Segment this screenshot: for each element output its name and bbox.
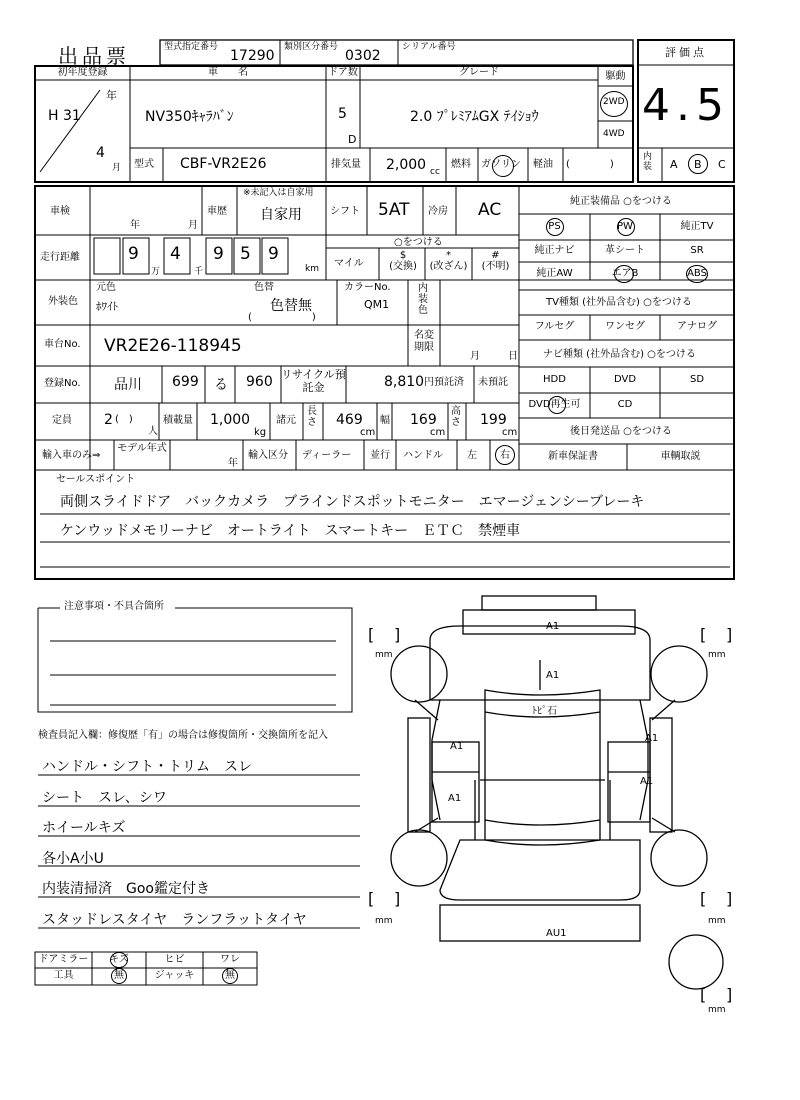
registration-area: 品川: [114, 377, 142, 393]
inspector-label: 検査員記入欄：修復歴「有」の場合は修復箇所・交換箇所を記入: [38, 730, 328, 741]
reg-month-unit: 月: [112, 163, 122, 173]
inspector-line-6: スタッドレスタイヤ ランフラットタイヤ: [42, 912, 307, 928]
doors-suffix: D: [348, 133, 357, 146]
check-jack-label: ジャッキ: [154, 970, 195, 981]
interior-selected-circle: [688, 154, 708, 174]
recycle-unpaid: 未預託: [478, 377, 508, 388]
check-scratch: キズ: [109, 954, 129, 965]
length-label: 長さ: [307, 406, 317, 428]
car-name-value: NV350ｷｬﾗﾊﾞﾝ: [145, 109, 234, 125]
expiry-month-unit: 月: [470, 351, 480, 362]
capacity-value: 2: [104, 412, 113, 428]
inspection-label: 車検: [50, 206, 70, 217]
tire-fl-unit: mm: [375, 650, 393, 660]
check-scratch-circle: [110, 952, 128, 968]
equip-pw-circle: [617, 218, 635, 236]
color-code-label: カラーNo.: [344, 282, 391, 293]
length-unit: cm: [360, 427, 376, 438]
tv-oneseg: ワンセグ: [605, 321, 645, 332]
check-mirror-label: ドアミラー: [38, 954, 89, 965]
drive-opt-4wd: 4WD: [603, 129, 625, 139]
color-original-value: ﾎﾜｲﾄ: [96, 300, 118, 313]
grade-label: グレード: [459, 67, 499, 78]
shift-label: シフト: [330, 206, 360, 217]
sales-line-1: 両側スライドドア バックカメラ ブラインドスポットモニター エマージェンシーブレーキ: [60, 494, 645, 510]
navi-dvd: DVD: [613, 374, 637, 385]
fuel-selected-circle: [492, 155, 514, 177]
inspection-month-unit: 月: [188, 220, 198, 231]
check-jack-value: 無: [225, 970, 235, 981]
mileage-digit-2: 4: [170, 244, 181, 264]
load-label: 積載量: [163, 415, 193, 426]
model-year-unit: 年: [228, 458, 238, 469]
equip-leather: 革シート: [605, 245, 645, 256]
recycle-status: 円預託済: [424, 377, 464, 388]
model-year-label: モデル年式: [117, 443, 167, 454]
diagram-mark-left-rear-door: A1: [448, 793, 462, 804]
serial-label: シリアル番号: [402, 42, 456, 52]
equip-airbag: エアB: [611, 268, 639, 279]
capacity-paren: ( ): [115, 414, 133, 425]
later-manual: 車輌取説: [660, 451, 701, 462]
mileage-digit-4: 5: [240, 244, 251, 264]
notes-label: 注意事項・不具合箇所: [64, 601, 164, 612]
drive-selected-circle: [600, 91, 628, 117]
svg-text:[: [: [700, 889, 707, 908]
import-dealer: ディーラー: [302, 450, 352, 461]
displacement-value: 2,000: [386, 157, 427, 173]
check-tools-value: 無: [114, 970, 124, 981]
sales-line-2: ケンウッドメモリーナビ オートライト スマートキー ＥＴＣ 禁煙車: [60, 523, 521, 539]
svg-text:[: [: [368, 625, 375, 644]
mileage-digit-5: 9: [268, 244, 279, 264]
model-label: 型式: [134, 159, 154, 170]
mileage-unit: km: [305, 264, 319, 274]
model-value: CBF-VR2E26: [180, 156, 267, 172]
expiry-day-unit: 日: [508, 351, 518, 362]
fuel-diesel: 軽油: [533, 159, 553, 170]
shift-value: 5AT: [378, 200, 410, 220]
width-unit: cm: [430, 427, 446, 438]
capacity-unit: 人: [148, 426, 158, 437]
svg-text:[: [: [700, 625, 707, 644]
tv-label: TV種類 (社外品含む) ○をつける: [546, 297, 692, 308]
inspector-line-3: ホイールキズ: [42, 820, 126, 836]
grade-value: 2.0 ﾌﾟﾚﾐｱﾑGX ﾃｲｼｮｳ: [410, 109, 539, 125]
height-value: 199: [480, 412, 507, 428]
doors-value: 5: [338, 106, 347, 122]
handle-right: 右: [500, 450, 510, 461]
color-label: 外装色: [48, 296, 78, 307]
capacity-label: 定員: [52, 415, 72, 426]
height-label: 高さ: [451, 406, 461, 428]
color-repaint-label: 色替: [254, 282, 274, 293]
history-label: 車歴: [207, 206, 227, 217]
check-jack-circle: [222, 968, 238, 984]
diagram-mark-right-rear-door: A1: [640, 776, 654, 787]
score-label: 評価点: [665, 46, 707, 59]
diagram-mark-hood: A1: [546, 670, 560, 681]
mileage-label: 走行距離: [40, 252, 80, 263]
tire-spare-unit: mm: [708, 1005, 726, 1015]
mileage-digit-1: 9: [128, 244, 139, 264]
color-paren: ( ): [248, 312, 316, 323]
svg-text:]: ]: [394, 625, 401, 644]
svg-text:]: ]: [394, 889, 401, 908]
ac-label: 冷房: [428, 206, 448, 217]
import-label: 輸入車のみ⇒: [42, 450, 101, 461]
category-value: 0302: [345, 48, 381, 64]
equip-tv: 純正TV: [680, 221, 714, 232]
navi-dvd-play: DVD再生可: [528, 399, 581, 410]
inspection-year-unit: 年: [130, 220, 140, 231]
tv-analog: アナログ: [677, 321, 717, 332]
length-value: 469: [336, 412, 363, 428]
history-value: 自家用: [260, 207, 302, 223]
mileage-opt-exchange: $ (交換): [389, 250, 417, 272]
history-note: ※未記入は自家用: [243, 188, 314, 198]
mileage-man: 万: [151, 267, 161, 277]
later-warranty: 新車保証書: [548, 451, 598, 462]
score-value: 4.5: [642, 80, 730, 131]
car-name-label: 車 名: [208, 67, 248, 78]
mileage-opt-mile: マイル: [334, 258, 364, 269]
diagram-mark-rear-bumper: AU1: [546, 928, 567, 939]
diagram-mark-windshield: ﾄﾋﾟ石: [532, 706, 557, 717]
reg-year-era: H 31: [48, 108, 81, 124]
displacement-unit: cc: [430, 167, 440, 177]
mileage-opt-unknown: # (不明): [481, 250, 510, 272]
model-cert-label: 型式指定番号: [164, 42, 219, 52]
interior-opt-a: A: [670, 158, 678, 171]
check-tools-circle: [111, 968, 127, 984]
svg-text:[: [: [368, 889, 375, 908]
tire-rr-unit: mm: [708, 916, 726, 926]
equip-ps-circle: [546, 218, 564, 236]
handle-label: ハンドル: [403, 450, 443, 461]
handle-left: 左: [467, 450, 477, 461]
svg-text:]: ]: [726, 889, 733, 908]
color-code-value: QM1: [364, 298, 390, 311]
navi-label: ナビ種類 (社外品含む) ○をつける: [543, 349, 696, 360]
check-break: ワレ: [220, 954, 240, 965]
check-crack: ヒビ: [164, 954, 185, 965]
interior-color-label: 内装色: [418, 283, 428, 316]
registration-number: 960: [246, 374, 273, 390]
inspector-line-4: 各小A小U: [42, 851, 104, 867]
load-unit: kg: [254, 427, 267, 438]
tire-rl-unit: mm: [375, 916, 393, 926]
equip-abs: ABS: [687, 268, 707, 279]
tv-fullseg: フルセグ: [534, 321, 575, 332]
equipment-label: 純正装備品 ○をつける: [570, 196, 672, 207]
import-parallel: 並行: [370, 450, 390, 461]
mileage-mark-header: ○をつける: [394, 237, 443, 248]
equip-navi: 純正ナビ: [534, 245, 575, 256]
tire-fr-unit: mm: [708, 650, 726, 660]
category-label: 類別区分番号: [284, 42, 339, 52]
equip-abs-circle: [686, 265, 708, 283]
diagram-mark-front-bumper: A1: [546, 621, 560, 632]
navi-cd: CD: [617, 399, 633, 410]
width-value: 169: [410, 412, 437, 428]
height-unit: cm: [502, 427, 518, 438]
diagram-mark-right-front-door: A1: [645, 733, 659, 744]
equip-sr: SR: [690, 245, 704, 256]
color-original-label: 元色: [96, 282, 116, 293]
interior-opt-b: B: [694, 158, 702, 171]
fuel-gasoline: ガソリン: [481, 159, 521, 170]
doors-label: ドア数: [328, 67, 358, 78]
name-change-label: 名変期限: [414, 330, 434, 353]
equip-pw: PW: [617, 221, 633, 232]
check-tools-label: 工具: [53, 970, 74, 981]
later-label: 後日発送品 ○をつける: [570, 426, 672, 437]
equip-aw: 純正AW: [536, 268, 573, 279]
svg-text:]: ]: [726, 985, 733, 1004]
svg-text:[: [: [700, 985, 707, 1004]
diagram-mark-left-front-door: A1: [450, 741, 464, 752]
svg-text:]: ]: [726, 625, 733, 644]
drive-label: 駆動: [605, 71, 626, 82]
registration-kana: る: [214, 377, 228, 393]
width-label: 幅: [380, 415, 390, 426]
chassis-label: 車台No.: [44, 339, 81, 350]
model-cert-value: 17290: [230, 48, 275, 64]
form-title: 出品票: [58, 44, 130, 68]
inspector-line-2: シート スレ、シワ: [42, 790, 167, 806]
sales-label: セールスポイント: [56, 474, 136, 485]
chassis-value: VR2E26-118945: [104, 336, 242, 356]
navi-sd: SD: [689, 374, 705, 385]
equip-airbag-circle: [614, 265, 634, 283]
interior-opt-c: C: [718, 158, 726, 171]
interior-label: 内装: [643, 152, 653, 172]
navi-dvd-play-circle: [548, 396, 566, 414]
mileage-opt-tamper: * (改ざん): [429, 250, 468, 272]
fuel-label: 燃料: [451, 159, 471, 170]
navi-hdd: HDD: [543, 374, 566, 385]
import-kind-label: 輸入区分: [248, 450, 288, 461]
recycle-label: リサイクル預託金: [281, 368, 346, 394]
reg-month: 4: [96, 145, 105, 161]
inspector-line-5: 内装清掃済 Goo鑑定付き: [42, 881, 210, 897]
equip-ps: PS: [548, 221, 561, 232]
load-value: 1,000: [210, 412, 251, 428]
drive-opt-2wd: 2WD: [603, 97, 625, 107]
inspector-line-1: ハンドル・シフト・トリム スレ: [42, 759, 252, 775]
color-repaint-value: 色替無: [270, 298, 312, 314]
fuel-bracket: ( ): [566, 159, 614, 170]
reg-year-label: 初年度登録: [57, 67, 108, 78]
registration-class: 699: [172, 374, 199, 390]
displacement-label: 排気量: [331, 159, 361, 170]
size-label: 諸元: [276, 415, 296, 426]
registration-label: 登録No.: [44, 378, 81, 389]
mileage-sen: 千: [194, 267, 204, 277]
ac-value: AC: [478, 200, 502, 220]
mileage-digit-3: 9: [213, 244, 224, 264]
recycle-value: 8,810: [384, 374, 425, 390]
handle-selected-circle: [495, 445, 515, 465]
reg-year-unit: 年: [106, 89, 117, 102]
